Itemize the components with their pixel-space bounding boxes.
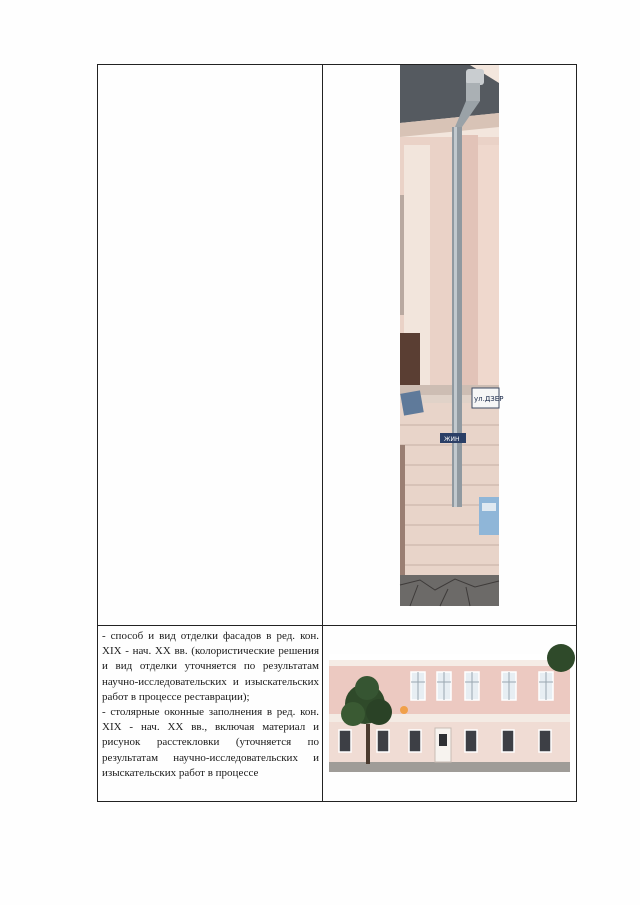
- drainpipe-funnel: [466, 69, 484, 85]
- document-table: [97, 64, 577, 802]
- table-cell-photo-facade: [323, 626, 576, 801]
- street-sign-text: ул.ДЗЕР: [474, 395, 504, 403]
- tree-trunk: [366, 724, 370, 764]
- table-cell-photo-corner: [323, 65, 576, 625]
- table-cell-text: [98, 626, 322, 801]
- requirements-text: [102, 629, 319, 781]
- paragraph-facade-finish: - способ и вид отделки фасадов в ред. кон. XIX - нач. XX вв. (колористические решения и вид отделки уточняется по результатам научно-исследовательских и изыскательских работ в процессе реставрации);: [102, 630, 319, 703]
- building-facade-photo: [329, 654, 570, 772]
- table-cell-empty: [98, 65, 322, 625]
- small-street-sign-text: ЖИН: [444, 436, 460, 443]
- shutter-shape: [400, 333, 420, 388]
- stone-plinth: [400, 575, 499, 606]
- building-corner-photo: [400, 65, 504, 606]
- wall-poster: [479, 497, 499, 535]
- paragraph-window-fillings: - столярные оконные заполнения в ред. кон. XIX - нач. XX вв., включая материал и рисунок расстекловки (уточняется по результатам научно-исследовательских и изыскательских работ в процессе: [102, 706, 319, 779]
- street-lamp-sign: [400, 706, 408, 714]
- lower-wall: [400, 403, 499, 581]
- sidewalk: [329, 762, 570, 772]
